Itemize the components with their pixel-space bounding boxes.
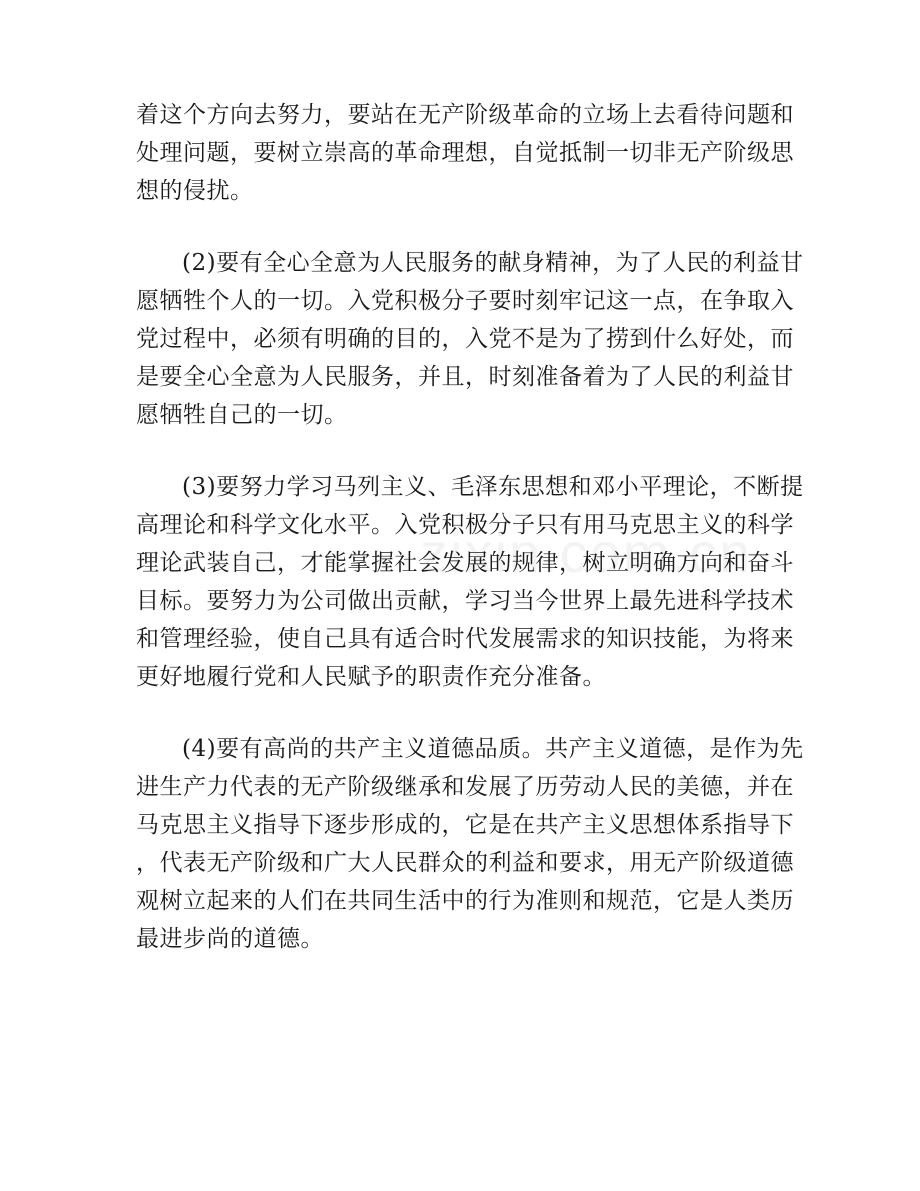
- text-line: 进生产力代表的无产阶级继承和发展了历劳动人民的美德，并在: [136, 774, 794, 800]
- paragraph-2: [136, 244, 804, 434]
- text-line: 更好地履行党和人民赋予的职责作充分准备。: [136, 664, 606, 690]
- text-line: 愿牺牲自己的一切。: [136, 402, 348, 428]
- text-line: 马克思主义指导下逐步形成的，它是在共产主义思想体系指导下: [136, 812, 794, 838]
- text-line: 理论武装自己，才能掌握社会发展的规律，树立明确方向和奋斗: [136, 550, 794, 576]
- text-line: (3)要努力学习马列主义、毛泽东思想和邓小平理论，不断提: [182, 474, 804, 500]
- text-line: ，代表无产阶级和广大人民群众的利益和要求，用无产阶级道德: [136, 850, 794, 876]
- text-line: 最进步尚的道德。: [136, 926, 324, 952]
- document-body: [136, 96, 804, 958]
- text-line: 高理论和科学文化水平。入党积极分子只有用马克思主义的科学: [136, 512, 794, 538]
- text-line: 党过程中，必须有明确的目的，入党不是为了捞到什么好处，而: [136, 326, 794, 352]
- text-line: 观树立起来的人们在共同生活中的行为准则和规范，它是人类历: [136, 888, 794, 914]
- text-line: (4)要有高尚的共产主义道德品质。共产主义道德，是作为先: [182, 736, 804, 762]
- text-line: 是要全心全意为人民服务，并且，时刻准备着为了人民的利益甘: [136, 364, 794, 390]
- text-line: 处理问题，要树立崇高的革命理想，自觉抵制一切非无产阶级思: [136, 140, 794, 166]
- text-line: 和管理经验，使自己具有适合时代发展需求的知识技能，为将来: [136, 626, 794, 652]
- text-line: 想的侵扰。: [136, 178, 254, 204]
- paragraph-4: [136, 730, 804, 958]
- text-line: 目标。要努力为公司做出贡献，学习当今世界上最先进科学技术: [136, 588, 794, 614]
- text-line: 着这个方向去努力，要站在无产阶级革命的立场上去看待问题和: [136, 102, 794, 128]
- text-line: (2)要有全心全意为人民服务的献身精神，为了人民的利益甘: [182, 250, 804, 276]
- text-line: 愿牺牲个人的一切。入党积极分子要时刻牢记这一点，在争取入: [136, 288, 794, 314]
- paragraph-3: [136, 468, 804, 696]
- paragraph-1: [136, 96, 794, 210]
